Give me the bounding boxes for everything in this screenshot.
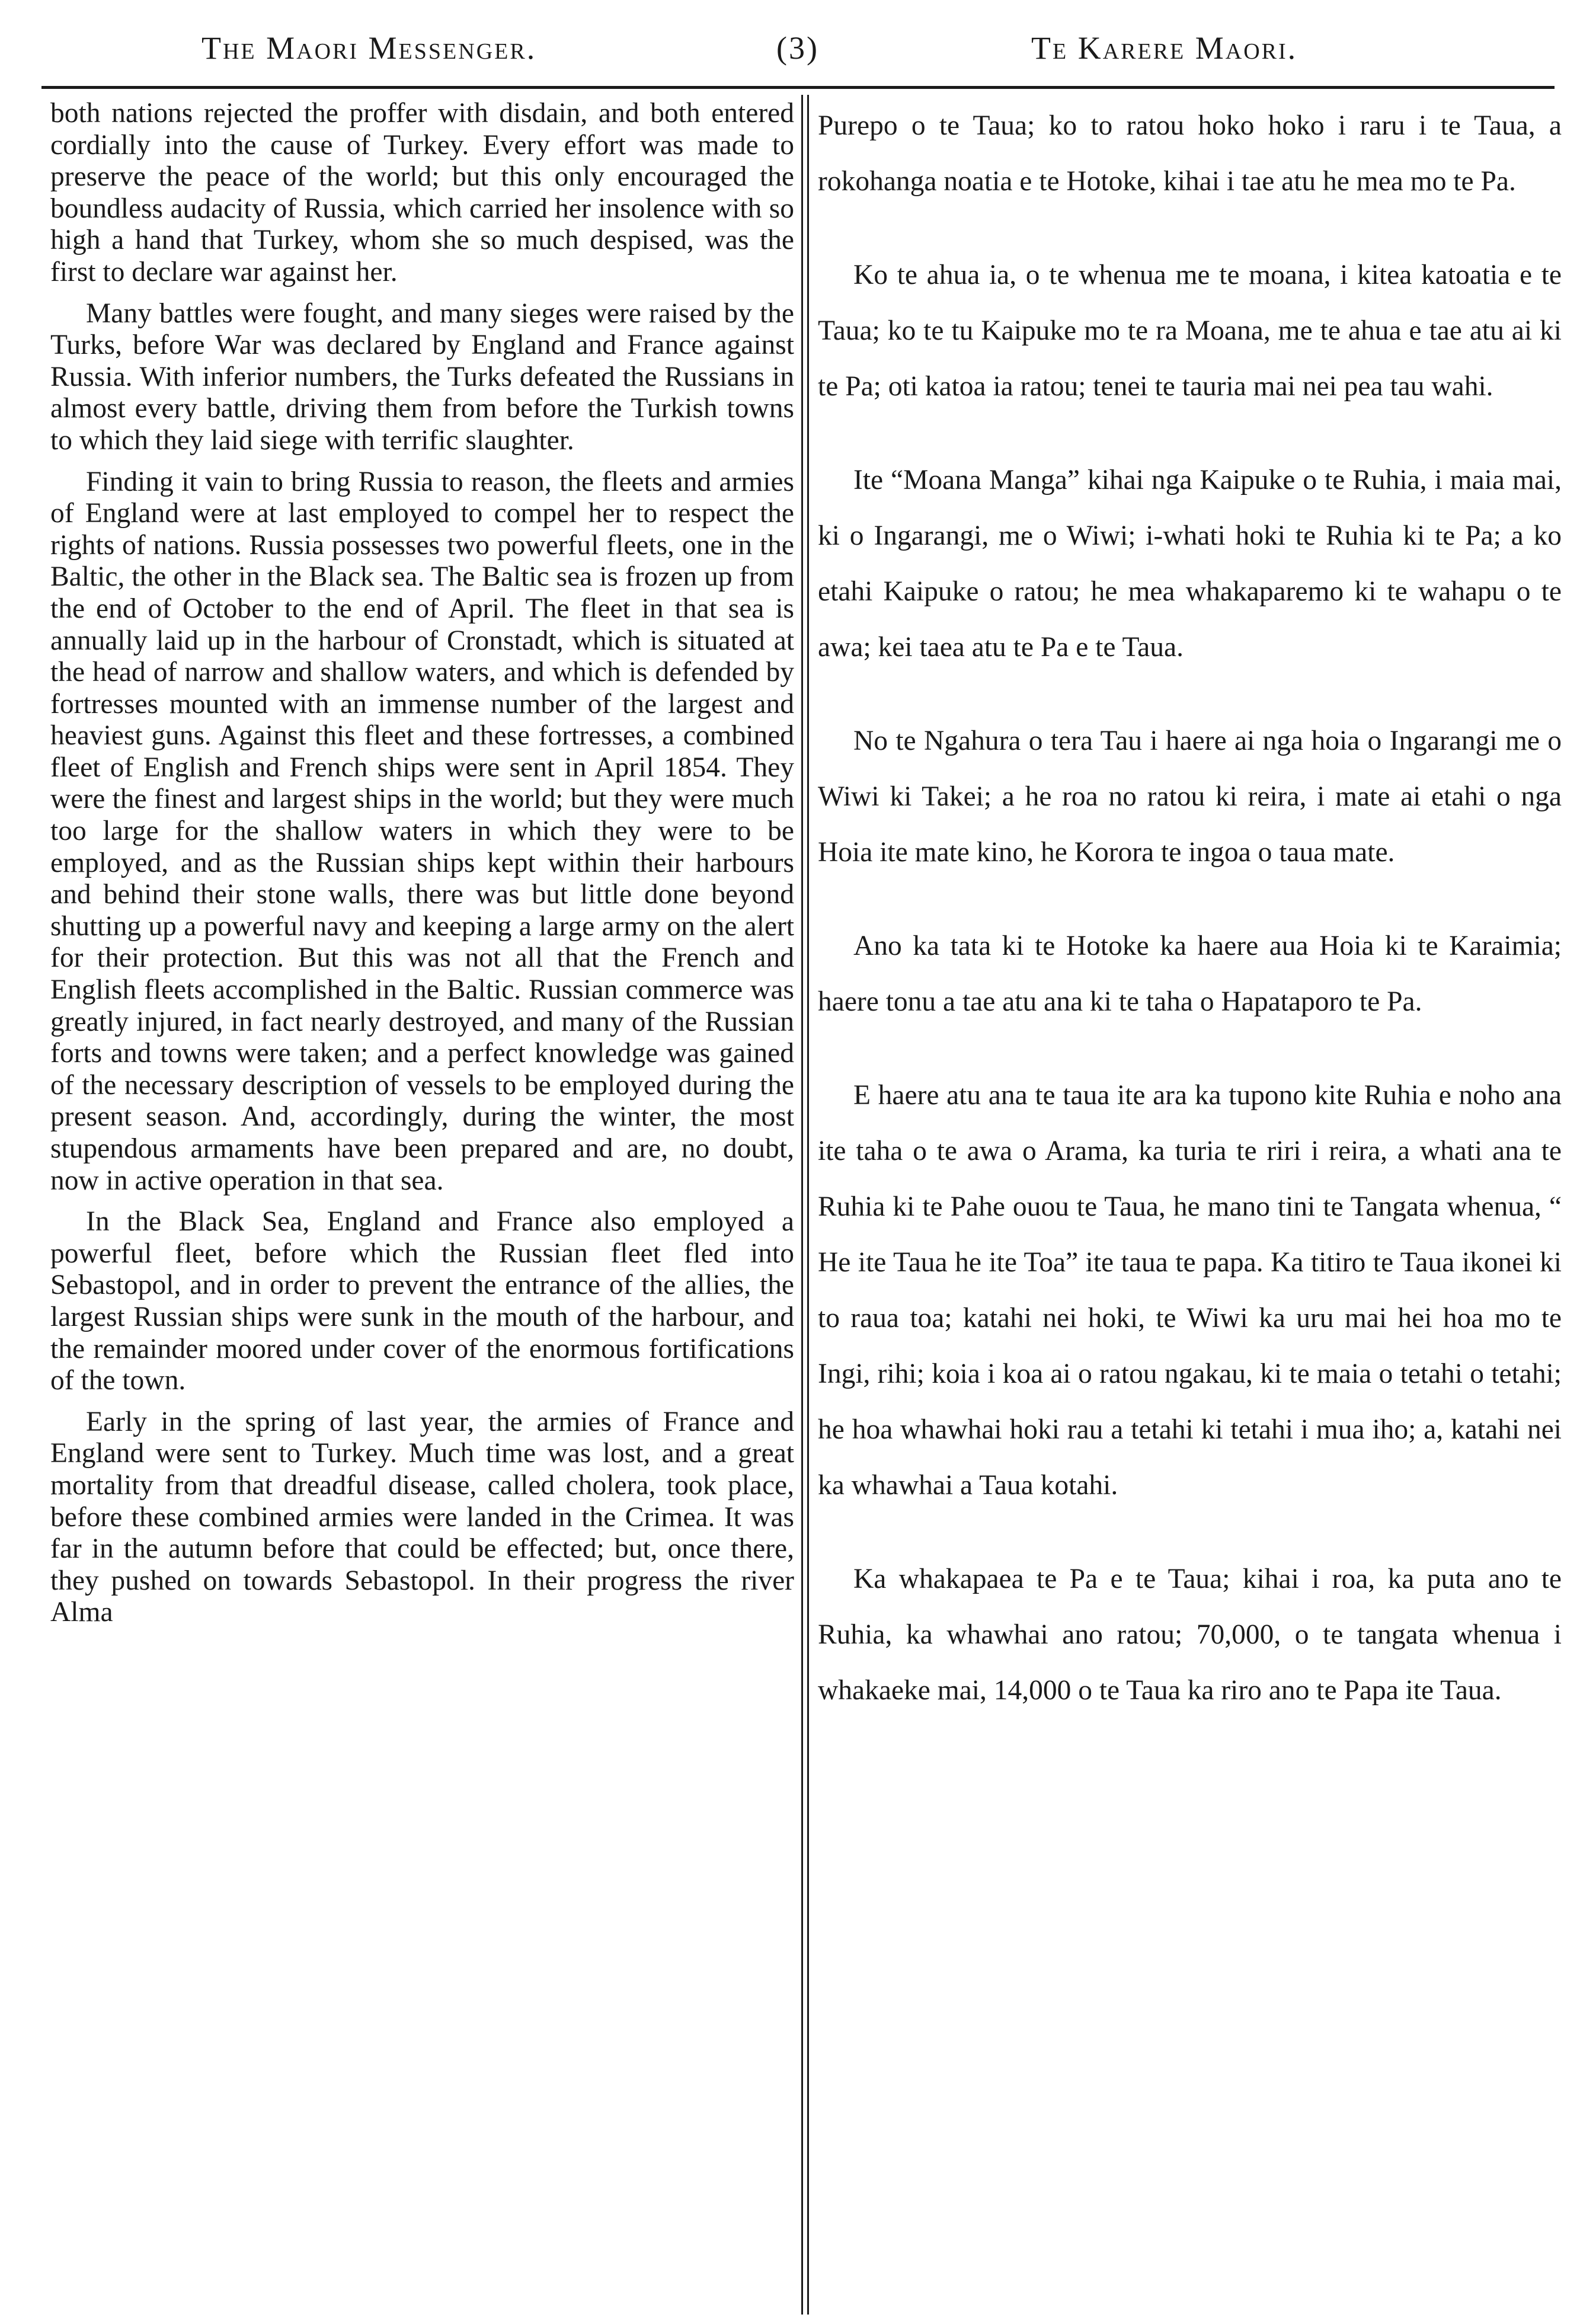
english-paragraph-1: both nations rejected the proffer with disdain, and both entered cordially into the cause of Turkey. Every effort was made to preserve the peace of the world; but this only encouraged the boundless audacity of Russia, which carried her insolence with so high a hand that Turkey, whom she so much despised, was the first to declare war against her.	[50, 98, 794, 287]
english-masthead-title: The Maori Messenger.	[202, 30, 537, 66]
maori-paragraph-5: Ano ka tata ki te Hotoke ka haere aua Hoia ki te Karaimia; haere tonu a tae atu ana ki te taha o Hapataporo te Pa.	[818, 931, 1562, 1017]
header-rule	[41, 86, 1555, 89]
english-paragraph-4: In the Black Sea, England and France also employed a powerful fleet, before which the Russian fleet fled into Sebastopol, and in order to prevent the entrance of the allies, the largest Russian ships were sunk in the mouth of the harbour, and the remainder moored under cover of the enormous fortifications of the town.	[50, 1206, 794, 1396]
english-paragraph-3: Finding it vain to bring Russia to reason, the fleets and armies of England were at last employed to compel her to respect the rights of nations. Russia possesses two powerful fleets, one in the Baltic, the other in the Black sea. The Baltic sea is frozen up from the end of October to the end of April. The fleet in that sea is annually laid up in the harbour of Cronstadt, which is situated at the head of narrow and shallow waters, and which is defended by fortresses mounted with an immense number of the largest and heaviest guns. Against this fleet and these fortresses, a combined fleet of English and French ships were sent in April 1854. They were the finest and largest ships in the world; but they were much too large for the shallow waters in which they were to be employed, and as the Russian ships kept within their harbours and behind their stone walls, there was but little done beyond shutting up a powerful navy and keeping a large army on the alert for their protection. But this was not all that the French and English fleets accomplished in the Baltic. Russian commerce was greatly injured, in fact nearly destroyed, and many of the Russian forts and towns were taken; and a perfect knowledge was gained of the necessary description of vessels to be employed during the present season. And, accordingly, during the winter, the most stupendous armaments have been prepared and are, no doubt, now in active operation in that sea.	[50, 466, 794, 1196]
english-paragraph-2: Many battles were fought, and many sieges were raised by the Turks, before War was declared by England and France against Russia. With inferior numbers, the Turks defeated the Russians in almost every battle, driving them from before the Turkish towns to which they laid siege with terrific slaughter.	[50, 298, 794, 456]
maori-masthead-title: Te Karere Maori.	[1031, 30, 1298, 66]
maori-column	[818, 98, 1562, 2315]
maori-paragraph-1: Purepo o te Taua; ko to ratou hoko hoko i raru i te Taua, a rokohanga noatia e te Hotoke, kihai i tae atu he mea mo te Pa.	[818, 110, 1562, 197]
page-header	[36, 18, 1560, 95]
maori-paragraph-6: E haere atu ana te taua ite ara ka tupono kite Ruhia e noho ana ite taha o te awa o Arama, ka turia te riri i reira, a whati ana te Ruhia ki te Pahe ouou te Taua, he mano tini te Tangata whenua, “ He ite Taua he ite Toa” ite taua te papa. Ka titiro te Taua ikonei ki to raua toa; katahi nei hoki, te Wiwi ka uru mai hei hoa mo te Ingi, rihi; koia i koa ai o ratou ngakau, ki te maia o tetahi o tetahi; he hoa whawhai hoki rau a tetahi ki tetahi i mua iho; a, katahi nei ka whawhai a Taua kotahi.	[818, 1080, 1562, 1501]
english-column	[50, 98, 794, 2315]
english-paragraph-5: Early in the spring of last year, the armies of France and England were sent to Turkey. Much time was lost, and a great mortality from that dreadful disease, called cholera, took place, before these combined armies were landed in the Crimea. It was far in the autumn before that could be effected; but, once there, they pushed on towards Sebastopol. In their progress the river Alma	[50, 1406, 794, 1628]
maori-paragraph-3: Ite “Moana Manga” kihai nga Kaipuke o te Ruhia, i maia mai, ki o Ingarangi, me o Wiwi; i-whati hoki te Ruhia ki te Pa; a ko etahi Kaipuke o ratou; he mea whakaparemo ki te wahapu o te awa; kei taea atu te Pa e te Taua.	[818, 465, 1562, 663]
column-divider-right	[807, 95, 809, 2315]
maori-paragraph-2: Ko te ahua ia, o te whenua me te moana, i kitea katoatia e te Taua; ko te tu Kaipuke mo te ra Moana, me te ahua e tae atu ai ki te Pa; oti katoa ia ratou; tenei te tauria mai nei pea tau wahi.	[818, 260, 1562, 402]
page-number: (3)	[776, 30, 819, 66]
column-divider-left	[801, 95, 803, 2315]
maori-paragraph-4: No te Ngahura o tera Tau i haere ai nga hoia o Ingarangi me o Wiwi ki Takei; a he roa no ratou ki reira, i mate ai etahi o nga Hoia ite mate kino, he Korora te ingoa o taua mate.	[818, 725, 1562, 868]
maori-paragraph-7: Ka whakapaea te Pa e te Taua; kihai i roa, ka puta ano te Ruhia, ka whawhai ano ratou; 70,000, o te tangata whenua i whakaeke mai, 14,000 o te Taua ka riro ano te Papa ite Taua.	[818, 1564, 1562, 1706]
